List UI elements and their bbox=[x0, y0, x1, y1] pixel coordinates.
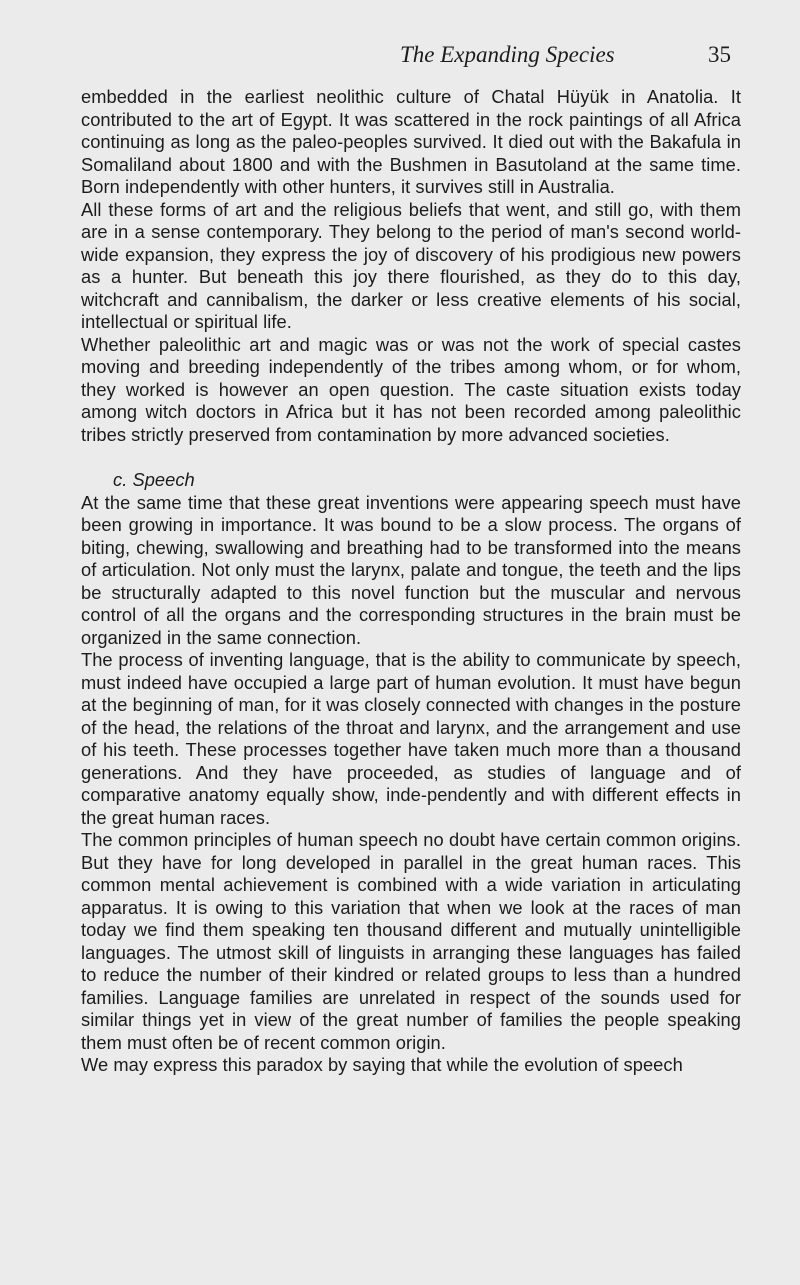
paragraph-7: We may express this paradox by saying that while the evolution of speech bbox=[81, 1054, 683, 1075]
page-number: 35 bbox=[708, 42, 731, 67]
paragraph-2: All these forms of art and the religious beliefs that went, and still go, with them are in a sense contemporary. They belong to the period of man's second world-wide expansion, they express the joy of discovery of his prodigious new powers as a hunter. But beneath this joy there flourished, as they do to this day, witchcraft and cannibalism, the darker or less creative elements of his social, intellectual or spiritual life. bbox=[81, 198, 741, 332]
paragraph-5: The process of inventing language, that is the ability to communicate by speech, must indeed have occupied a large part of human evolution. It must have begun at the beginning of man, for it was closely connected with changes in the posture of the head, the relations of the throat and larynx, and the arrangement and use of his teeth. These processes together have taken much more than a thousand generations. And they have proceeded, as studies of language and of comparative anatomy equally show, inde-pendently and with different effects in the great human races. bbox=[81, 649, 741, 828]
paragraph-1: embedded in the earliest neolithic culture of Chatal Hüyük in Anatolia. It contributed to the art of Egypt. It was scattered in the rock paintings of all Africa continuing as long as the paleo-peoples survived. It died out with the Bakafula in Somaliland about 1800 and with the Bushmen in Basutoland at the same time. Born independently with other hunters, it survives still in Australia. bbox=[81, 86, 741, 197]
paragraph-4: At the same time that these great inventions were appearing speech must have been growing in importance. It was bound to be a slow process. The organs of biting, chewing, swallowing and breathing had to be transformed into the means of articulation. Not only must the larynx, palate and tongue, the teeth and the lips be structurally adapted to this novel function but the muscular and nervous control of all the organs and the corresponding structures in the brain must be organized in the same connection. bbox=[81, 491, 741, 648]
running-title: The Expanding Species bbox=[400, 42, 615, 67]
paragraph-6: The common principles of human speech no doubt have certain common origins. But they have for long developed in parallel in the great human races. This common mental achievement is combined with a wide variation in articulating apparatus. It is owing to this variation that when we look at the races of man today we find them speaking ten thousand different and mutually unintelligible languages. The utmost skill of linguists in arranging these languages has failed to reduce the number of their kindred or related groups to less than a hundred families. Language families are unrelated in respect of the sounds used for similar things yet in view of the great number of families the people speaking them must often be of recent common origin. bbox=[81, 829, 741, 1053]
paragraph-3: Whether paleolithic art and magic was or was not the work of special castes moving and breeding independently of the tribes among whom, or for whom, they worked is however an open question. The caste situation exists today among witch doctors in Africa but it has not been recorded among paleolithic tribes strictly preserved from contamination by more advanced societies. bbox=[81, 333, 741, 445]
running-head bbox=[400, 40, 731, 70]
section-heading: c. Speech bbox=[113, 469, 195, 490]
body-text bbox=[81, 86, 741, 1077]
